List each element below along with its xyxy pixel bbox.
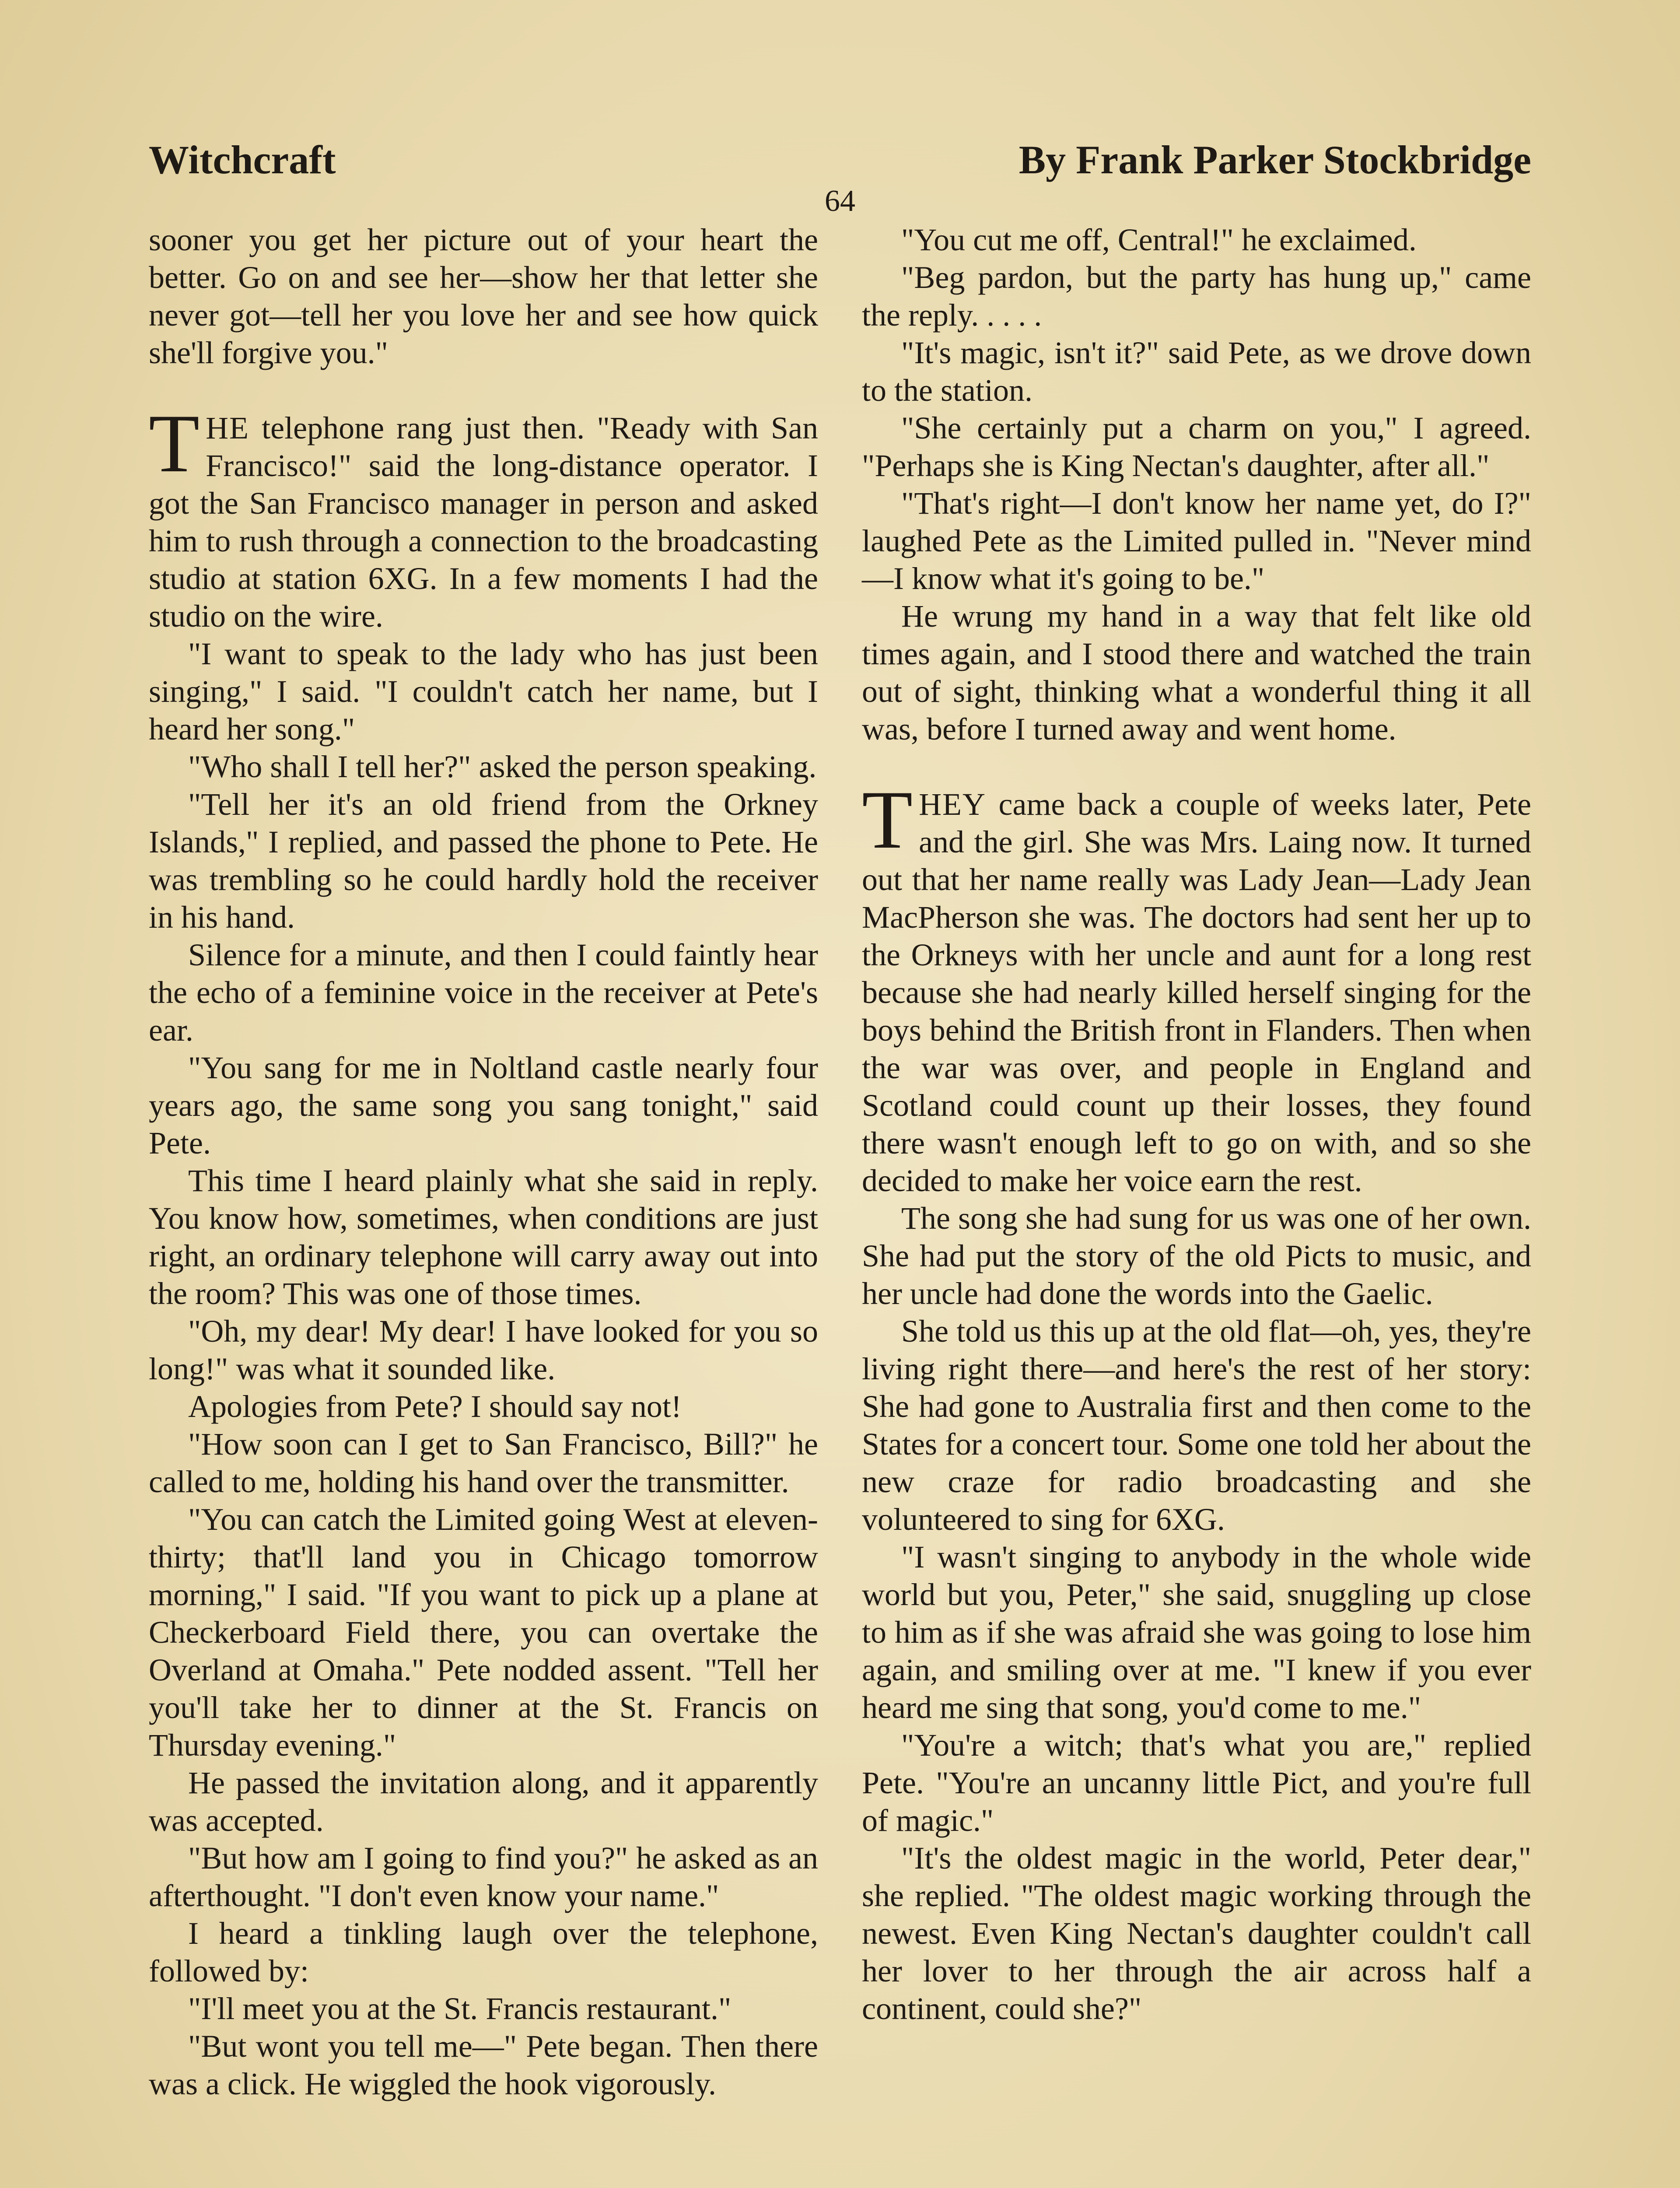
page-number: 64 <box>825 184 855 218</box>
paragraph: sooner you get her picture out of your heart the better. Go on and see her—show her that letter she never got—tell her you love her and see how quick she'll forgive you." <box>149 222 818 370</box>
paragraph: "How soon can I get to San Francisco, Bill?" he called to me, holding his hand over the transmitter. <box>149 1427 818 1499</box>
text-columns <box>149 221 1531 2188</box>
paragraph: This time I heard plainly what she said in reply. You know how, sometimes, when conditions are just right, an ordinary telephone will carry away out into the room? This was one of those times. <box>149 1163 818 1311</box>
paragraph-text: "Ready with San Francisco!" said the long-distance operator. I got the San Francisco manager in person and asked him to rush through a connection to the broadcasting studio at station 6XG. In a few moments I had the studio on the wire. <box>149 410 818 634</box>
paragraph: "Oh, my dear! My dear! I have looked for you so long!" was what it sounded like. <box>149 1314 818 1386</box>
paragraph: "But wont you tell me—" Pete began. Then there was a click. He wiggled the hook vigorously. <box>149 2029 818 2101</box>
left-column <box>149 221 818 2103</box>
paragraph: "You sang for me in Noltland castle nearly four years ago, the same song you sang tonight," said Pete. <box>149 1050 818 1161</box>
paragraph: "Tell her it's an old friend from the Orkney Islands," I replied, and passed the phone to Pete. He was trembling so he could hardly hold the receiver in his hand. <box>149 787 818 935</box>
paragraph: "But how am I going to find you?" he asked as an afterthought. "I don't even know your name." <box>149 1841 818 1913</box>
story-title: Witchcraft <box>149 137 336 182</box>
paragraph: "I'll meet you at the St. Francis restaurant." <box>188 1991 732 2026</box>
paragraph: "Who shall I tell her?" asked the person speaking. <box>188 749 817 784</box>
paragraph: "She certainly put a charm on you," I agreed. "Perhaps she is King Nectan's daughter, after all." <box>862 410 1531 483</box>
lead-text: telephone rang just then. <box>249 410 597 445</box>
running-head <box>149 131 1531 188</box>
section-opening-paragraph <box>149 398 818 635</box>
paragraph: "I wasn't singing to anybody in the whole wide world but you, Peter," she said, snuggling up close to him as if she was afraid she was going to lose him again, and smiling over at me. "I knew if you ever heard me sing that song, you'd come to me." <box>862 1539 1531 1725</box>
paragraph: "It's magic, isn't it?" said Pete, as we drove down to the station. <box>862 335 1531 408</box>
author-byline: By Frank Parker Stockbridge <box>1018 137 1531 182</box>
paragraph: She told us this up at the old flat—oh, yes, they're living right there—and here's the rest of her story: She had gone to Australia first and then come to the States for a concert tour. Some one told her about the new craze for radio broadcasting and she volunteered to sing for 6XG. <box>862 1314 1531 1537</box>
right-column <box>862 221 1531 2027</box>
paragraph: "Beg pardon, but the party has hung up," came the reply. . . . . <box>862 260 1531 333</box>
paragraph: "It's the oldest magic in the world, Peter dear," she replied. "The oldest magic working through the newest. Even King Nectan's daughter couldn't call her lover to her through the air across half a continent, could she?" <box>862 1841 1531 2026</box>
paragraph: He wrung my hand in a way that felt like old times again, and I stood there and watched the train out of sight, thinking what a wonderful thing it all was, before I turned away and went home. <box>862 599 1531 747</box>
paragraph-text: came back a couple of weeks later, Pete and the girl. She was Mrs. Laing now. It turned out that her name really was Lady Jean—Lady Jean MacPherson she was. The doctors had sent her up to the Orkneys with her uncle and aunt for a long rest because she had nearly killed herself singing for the boys behind the British front in Flanders. Then when the war was over, and people in England and Scotland could count up their losses, they found there wasn't enough left to go on with, and so she decided to make her voice earn the rest. <box>862 787 1531 1198</box>
paragraph: "You're a witch; that's what you are," replied Pete. "You're an uncanny little Pict, and you're full of magic." <box>862 1728 1531 1838</box>
paragraph: Silence for a minute, and then I could faintly hear the echo of a feminine voice in the receiver at Pete's ear. <box>149 937 818 1048</box>
small-caps-lead: HEY <box>919 787 987 822</box>
paragraph: "You cut me off, Central!" he exclaimed. <box>901 222 1417 257</box>
section-opening-paragraph <box>862 774 1531 1199</box>
small-caps-lead: HE <box>206 410 250 445</box>
paragraph: "I want to speak to the lady who has just been singing," I said. "I couldn't catch her name, but I heard her song." <box>149 636 818 747</box>
drop-cap: T <box>149 398 200 490</box>
drop-cap: T <box>862 774 913 866</box>
paragraph: "That's right—I don't know her name yet, do I?" laughed Pete as the Limited pulled in. "Never mind—I know what it's going to be." <box>862 486 1531 596</box>
paragraph: Apologies from Pete? I should say not! <box>188 1389 682 1424</box>
paragraph: He passed the invitation along, and it apparently was accepted. <box>149 1765 818 1838</box>
paragraph: I heard a tinkling laugh over the telephone, followed by: <box>149 1916 818 1988</box>
paragraph: "You can catch the Limited going West at eleven-thirty; that'll land you in Chicago tomorrow morning," I said. "If you want to pick up a plane at Checkerboard Field there, you can overtake the Overland at Omaha." Pete nodded assent. "Tell her you'll take her to dinner at the St. Francis on Thursday evening." <box>149 1502 818 1763</box>
paragraph: The song she had sung for us was one of her own. She had put the story of the old Picts to music, and her uncle had done the words into the Gaelic. <box>862 1201 1531 1311</box>
